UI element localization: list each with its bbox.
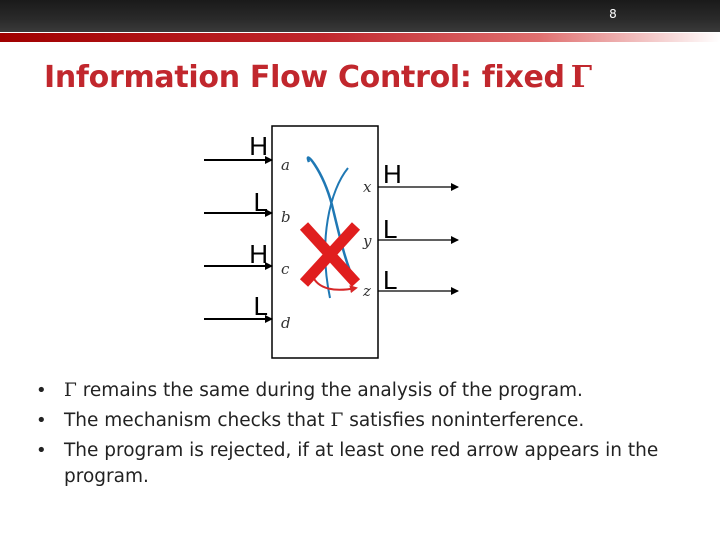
bullet-item xyxy=(36,378,696,404)
input-var-c: c xyxy=(281,260,290,278)
input-level-c: H xyxy=(249,239,268,269)
output-level-z: L xyxy=(383,265,398,295)
output-var-y: y xyxy=(363,232,372,250)
bullet-text: remains the same during the analysis of the program. xyxy=(76,380,583,401)
bullet-text: The mechanism checks that xyxy=(64,410,331,431)
output-var-x: x xyxy=(363,178,372,196)
page-number: 8 xyxy=(609,7,617,21)
input-level-a: H xyxy=(249,131,268,161)
gamma-symbol: Γ xyxy=(330,410,344,431)
input-var-d: d xyxy=(281,314,291,332)
bullet-list xyxy=(36,378,696,494)
bullet-text: The program is rejected, if at least one red arrow appears in the program. xyxy=(64,440,659,487)
bullet-text: satisfies noninterference. xyxy=(343,410,585,431)
bullet-item xyxy=(36,408,696,434)
bullet-dot: • xyxy=(36,380,47,401)
input-level-d: L xyxy=(253,291,268,321)
output-level-y: L xyxy=(383,214,398,244)
bullet-dot: • xyxy=(36,440,47,461)
input-var-b: b xyxy=(281,208,291,226)
gamma-symbol: Γ xyxy=(64,380,77,401)
bullet-dot: • xyxy=(36,410,47,431)
slide-title-text: Information Flow Control: fixed xyxy=(44,60,565,95)
input-level-b: L xyxy=(253,187,268,217)
bullet-item xyxy=(36,438,696,490)
input-var-a: a xyxy=(281,156,290,174)
gamma-symbol: Γ xyxy=(570,60,592,95)
output-level-x: H xyxy=(383,159,402,189)
output-var-z: z xyxy=(363,282,371,300)
